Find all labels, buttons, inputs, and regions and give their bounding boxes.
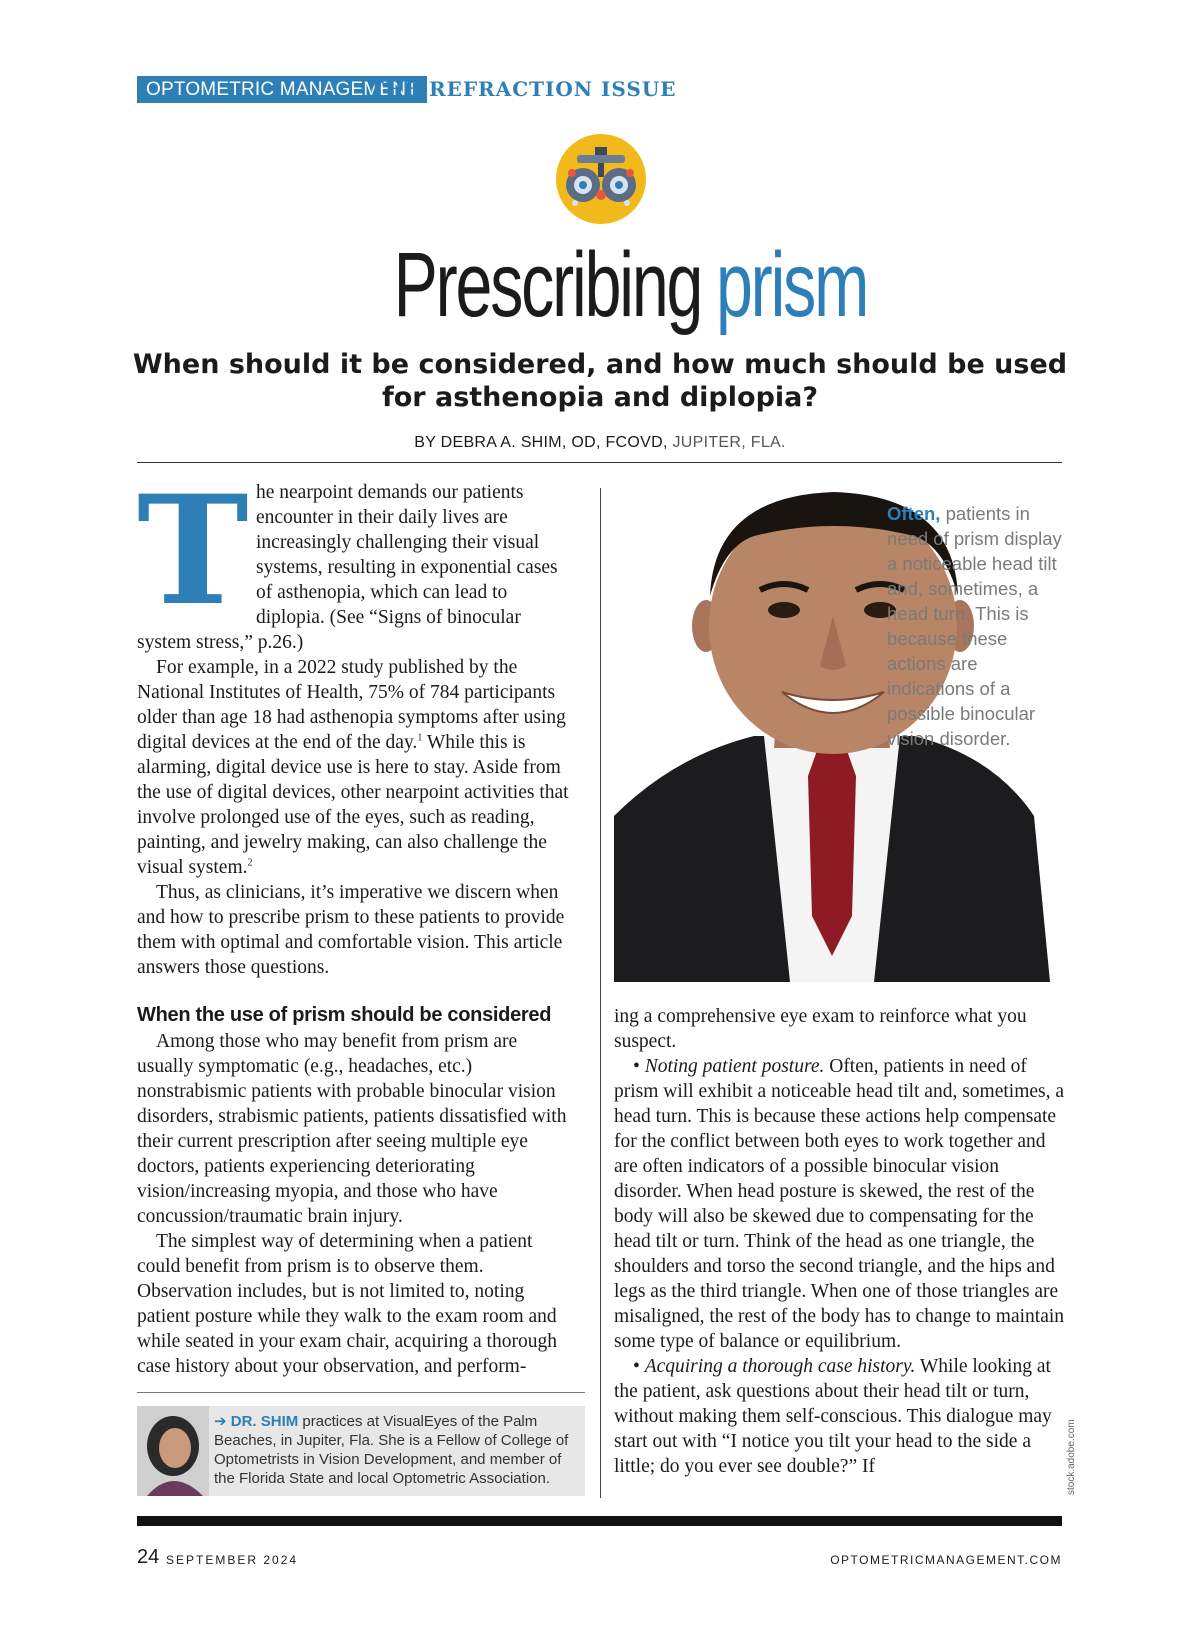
caption-lead: Often,	[887, 503, 941, 524]
bio-description: practices at VisualEyes of the Palm Beaches, in Jupiter, Fla. She is a Fellow of College of Optometrists in Vision Development, and member of the Florida State and local Optometric Association.	[214, 1413, 569, 1487]
paragraph-study: For example, in a 2022 study published by the National Institutes of Health, 75% of 784 participants older than age 18 had asthenopia symptoms after using digital devices at the end of the day.$^1$ While this is alarming, digital device use is here to stay. Aside from the use of digital devices, other nearpoint activities that involve prolonged use of the eyes, such as reading, painting, and jewelry making, can also challenge the visual system.$^2$	[137, 657, 569, 878]
page-number: 24	[137, 1546, 160, 1568]
byline-location: JUPITER, FLA.	[672, 434, 786, 451]
bullet-history: • Acquiring a thorough case history. While looking at the patient, ask questions about their head tilt or turn, without making them self-conscious. This dialogue may start out with “I notice you tilt your head to the side a little; do you ever see double?” If	[614, 1356, 1052, 1477]
phoropter-icon	[555, 133, 647, 225]
column-divider	[600, 488, 601, 1498]
paragraph-observation: The simplest way of determining when a patient could benefit from prism is to observe them. Observation includes, but is not limited to, noting patient posture while they walk to the exam room and while seated in your exam chair, acquiring a thorough case history about your observation, and perform-	[137, 1231, 557, 1377]
header-rule	[137, 462, 1062, 463]
photo-credit: stock.adobe.com	[1066, 1419, 1077, 1495]
paragraph-candidates: Among those who may benefit from prism are usually symptomatic (e.g., headaches, etc.) nonstrabismic patients with probable binocular vision disorders, strabismic patients, patients dissatisfied with their current prescription after seeing multiple eye doctors, patients experiencing deteriorating vision/increasing myopia, and those who have concussion/traumatic brain injury.	[137, 1031, 567, 1227]
arrow-icon: ➔	[214, 1413, 227, 1430]
byline	[0, 434, 1200, 452]
website: OPTOMETRICMANAGEMENT.COM	[830, 1553, 1062, 1567]
paragraph-clinicians: Thus, as clinicians, it’s imperative we discern when and how to prescribe prism to these patients to provide them with optimal and comfortable vision. This article answers those questions.	[137, 882, 565, 978]
intro-paragraph-tail: system stress,” p.26.)	[137, 632, 304, 653]
footer-bar	[137, 1516, 1062, 1526]
left-column-section-text	[137, 1029, 577, 1379]
drop-cap: T	[137, 463, 249, 639]
bio-rule	[137, 1392, 585, 1393]
bullet-posture: • Noting patient posture. Often, patients in need of prism will exhibit a noticeable head tilt and, sometimes, a head turn. This is because these actions help compensate for the conflict between both eyes to work together and are often indicators of a possible binocular vision disorder. When head posture is skewed, the rest of the body will also be skewed due to compensating for the head tilt or turn. Think of the head as one triangle, the shoulders and torso the second triangle, and the hips and legs as the third triangle. When one of those triangles are misaligned, the rest of the body has to change to maintain some type of balance or equilibrium.	[614, 1056, 1065, 1352]
issue-date: SEPTEMBER 2024	[166, 1553, 299, 1567]
article-subtitle: When should it be considered, and how much should be used for asthenopia and diplopia?	[132, 349, 1068, 413]
section-heading: When the use of prism should be considered	[137, 1004, 552, 1026]
intro-paragraph: he nearpoint demands our patients encounter in their daily lives are increasingly challenging their visual systems, resulting in exponential cases of asthenopia, which can lead to diplopia. (See “Signs of binocular	[256, 482, 558, 628]
title-part-1: Prescribing	[394, 234, 702, 336]
author-bio	[214, 1412, 582, 1488]
left-column-text	[137, 655, 577, 980]
caption-text: patients in need of prism display a noticeable head tilt and, sometimes, a head turn. This is because these actions are indications of a possible binocular vision disorder.	[887, 503, 1062, 749]
magazine-tag: OPTOMETRIC MANAGEMENT	[137, 76, 427, 103]
article-title	[0, 230, 1200, 340]
photo-caption	[887, 501, 1067, 751]
right-column-text	[614, 1004, 1064, 1479]
issue-label: THE REFRACTION ISSUE	[369, 77, 677, 101]
paragraph-exam: ing a comprehensive eye exam to reinforce what you suspect.	[614, 1006, 1027, 1052]
byline-author: BY DEBRA A. SHIM, OD, FCOVD,	[414, 434, 668, 451]
title-part-2: prism	[715, 234, 867, 336]
bio-name: DR. SHIM	[230, 1413, 299, 1430]
author-photo	[137, 1406, 209, 1496]
